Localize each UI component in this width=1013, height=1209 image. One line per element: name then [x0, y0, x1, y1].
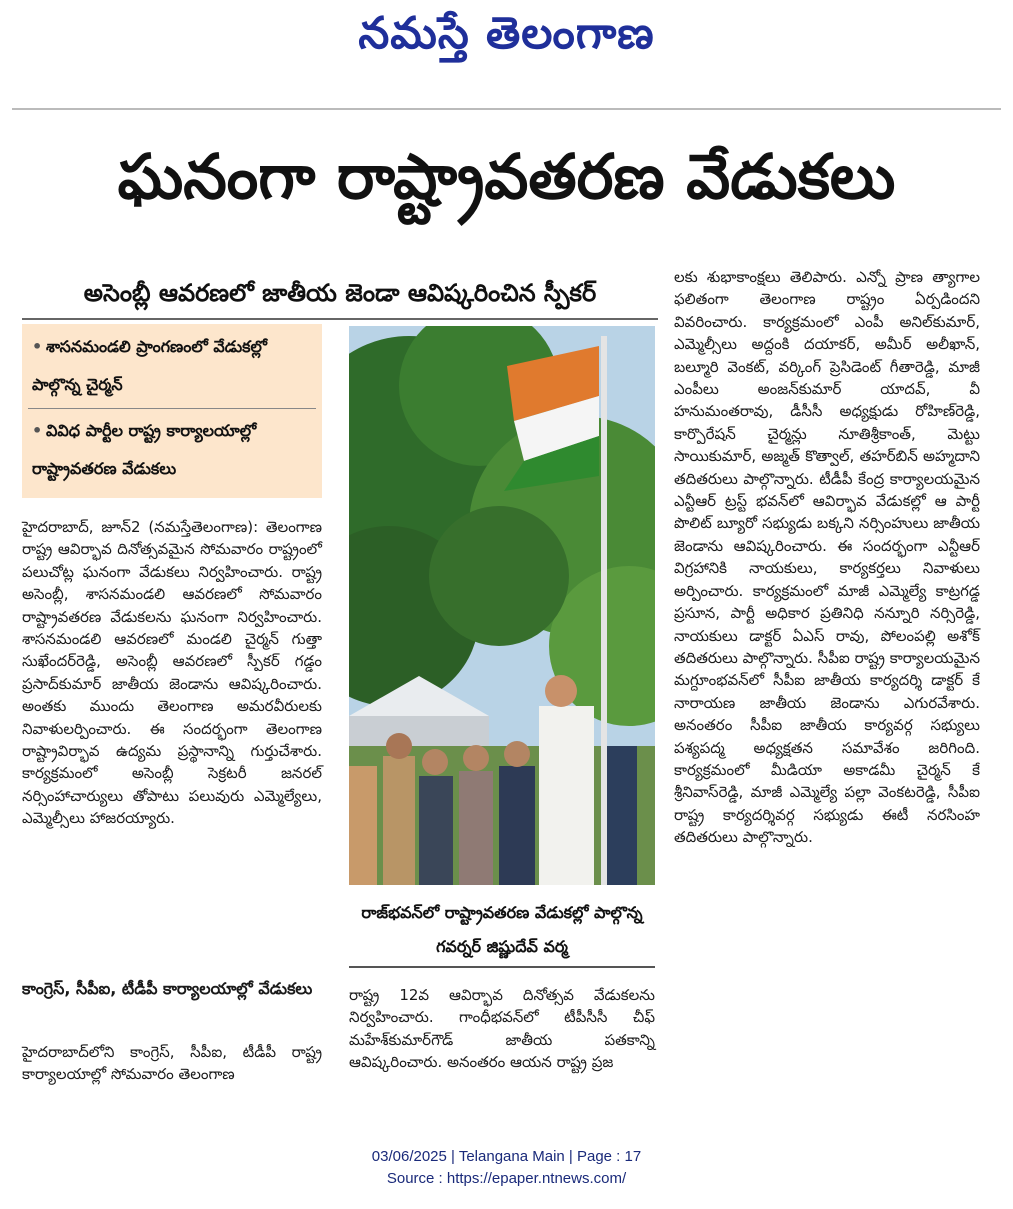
- section-subheading: కాంగ్రెస్, సీపీఐ, టీడీపీ కార్యాలయాల్లో వేడుకలు: [22, 979, 313, 998]
- highlight-text: వివిధ పార్టీల రాష్ట్ర కార్యాలయాల్లో రాష్ట్రావతరణ వేడుకలు: [32, 421, 257, 478]
- highlight-divider: [28, 408, 316, 409]
- subheadline-divider: [22, 318, 658, 320]
- edition-info: 03/06/2025 | Telangana Main | Page : 17: [371, 1148, 642, 1165]
- caption-divider: [349, 966, 655, 968]
- page-footer: [0, 1146, 1013, 1190]
- highlight-item: [32, 328, 318, 404]
- article-headline: ఘనంగా రాష్ట్రావతరణ వేడుకలు: [117, 140, 896, 213]
- bullet-icon: •: [32, 337, 43, 356]
- highlight-text: శాసనమండలి ప్రాంగణంలో వేడుకల్లో పాల్గొన్న చైర్మన్: [32, 337, 267, 394]
- photo-caption: రాజ్‌భవన్‌లో రాష్ట్రావతరణ వేడుకల్లో పాల్గొన్న గవర్నర్ జిష్ణుదేవ్ వర్మ: [361, 903, 643, 956]
- highlight-item: [32, 412, 318, 488]
- article-column-2: రాష్ట్ర 12వ ఆవిర్భావ దినోత్సవ వేడుకలను నిర్వహించారు. గాంధీభవన్‌లో టీపీసీసీ చీఫ్ మహేశ్‌కుమార్‌గౌడ్ జాతీయ పతకాన్ని ఆవిష్కరించారు. అనంతరం ఆయన రాష్ట్ర ప్రజ: [349, 986, 655, 1072]
- article-column-3: లకు శుభాకాంక్షలు తెలిపారు. ఎన్నో ప్రాణ త్యాగాల ఫలితంగా తెలంగాణ రాష్ట్రం ఏర్పడిందని వివరించారు. కార్యక్రమంలో ఎంపీ అనిల్‌కుమార్, ఎమ్మెల్సీలు అద్దంకి దయాకర్, అమీర్ అలీఖాన్, బల్మూరి వెంకట్, వర్కింగ్ ప్రెసిడెంట్ గీతారెడ్డి, మాజీ ఎంపీలు అంజన్‌కుమార్ యాదవ్, వీ హనుమంతరావు, డీసీసీ అధ్యక్షుడు రోహిణ్‌రెడ్డి, కార్పొరేషన్ చైర్మన్లు నూతిశ్రీకాంత్, మెట్టు సాయికుమార్, అజ్మత్ కొత్వాల్, తహర్‌బిన్ అహ్మదాని తదితరులు పాల్గొన్నారు. టీడీపీ కేంద్ర కార్యాలయమైన ఎన్టీఆర్ ట్రస్ట్ భవన్‌లో ఆవిర్భావ వేడుకల్లో ఆ పార్టీ పొలిట్ బ్యూరో సభ్యుడు బక్కని నర్సింహులు జాతీయ జెండాను ఆవిష్కరించారు. ఈ సందర్భంగా ఎన్టీఆర్ విగ్రహానికి నాయకులు, కార్యకర్తలు నివాళులు అర్పించారు. కార్యక్రమంలో మాజీ ఎమ్మెల్యే కాట్రగడ్డ ప్రసూన, పార్టీ అధికార ప్రతినిధి నన్నూరి నర్సిరెడ్డి, నాయకులు డాక్టర్ ఏఎస్ రావు, పోలంపల్లి అశోక్ తదితరులు పాల్గొన్నారు. సీపీఐ రాష్ట్ర కార్యాలయమైన మగ్దూంభవన్‌లో సీపీఐ జాతీయ కార్యదర్శి డాక్టర్ కే నారాయణ జాతీయ జెండాను ఎగురవేశారు. అనంతరం సీపీఐ జాతీయ కార్యవర్గ సభ్యులు పశ్యపద్మ అధ్యక్షతన సమావేశం జరిగింది. కార్యక్రమంలో మీడియా అకాడమీ చైర్మన్ కే శ్రీనివాస్‌రెడ్డి, మాజీ ఎమ్మెల్యే పల్లా వెంకటరెడ్డి, సీపీఐ రాష్ట్ర కార్యదర్శివర్గ సభ్యుడు ఈటీ నరసింహ తదితరులు పాల్గొన్నారు.: [674, 268, 980, 847]
- article-column-1: హైదరాబాద్, జూన్2 (నమస్తేతెలంగాణ): తెలంగాణ రాష్ట్ర ఆవిర్భావ దినోత్సవమైన సోమవారం రాష్ట్రంలో పలుచోట్ల ఘనంగా వేడుకలు నిర్వహించారు. రాష్ట్ర అసెంబ్లీ, శాసనమండలి ఆవరణలో సోమవారం రాష్ట్రావతరణ వేడుకలను ఘనంగా నిర్వహించారు. శాసనమండలి ఆవరణలో మండలి చైర్మన్ గుత్తా సుఖేందర్‌రెడ్డి, అసెంబ్లీ ఆవరణలో స్పీకర్ గడ్డం ప్రసాద్‌కుమార్ జాతీయ జెండాను ఆవిష్కరించారు. అంతకు ముందు తెలంగాణ అమరవీరులకు నివాళులర్పించారు. ఈ సందర్భంగా తెలంగాణ రాష్ట్రావిర్భావ ఉద్యమ ప్రస్థానాన్ని గుర్తుచేశారు. కార్యక్రమంలో అసెంబ్లీ సెక్రటరీ జనరల్ నర్సింహాచార్యులు తోపాటు పలువురు ఎమ్మెల్యేలు, ఎమ్మెల్సీలు హాజరయ్యారు.: [22, 518, 322, 828]
- flag-hoisting-photo: [349, 326, 655, 885]
- source-link[interactable]: Source : https://epaper.ntnews.com/: [386, 1170, 627, 1187]
- bullet-icon: •: [32, 421, 43, 440]
- newspaper-logo: నమస్తే తెలంగాణ: [358, 8, 655, 59]
- masthead: [0, 0, 1013, 112]
- article-subheadline: అసెంబ్లీ ఆవరణలో జాతీయ జెండా ఆవిష్కరించిన స్పీకర్: [83, 279, 597, 307]
- masthead-divider: [12, 108, 1001, 110]
- article-column-1-continued: హైదరాబాద్‌లోని కాంగ్రెస్, సీపీఐ, టీడీపీ రాష్ట్ర కార్యాలయాల్లో సోమవారం తెలంగాణ: [22, 1043, 322, 1084]
- news-photo: [349, 326, 655, 885]
- highlights-box: [22, 324, 322, 498]
